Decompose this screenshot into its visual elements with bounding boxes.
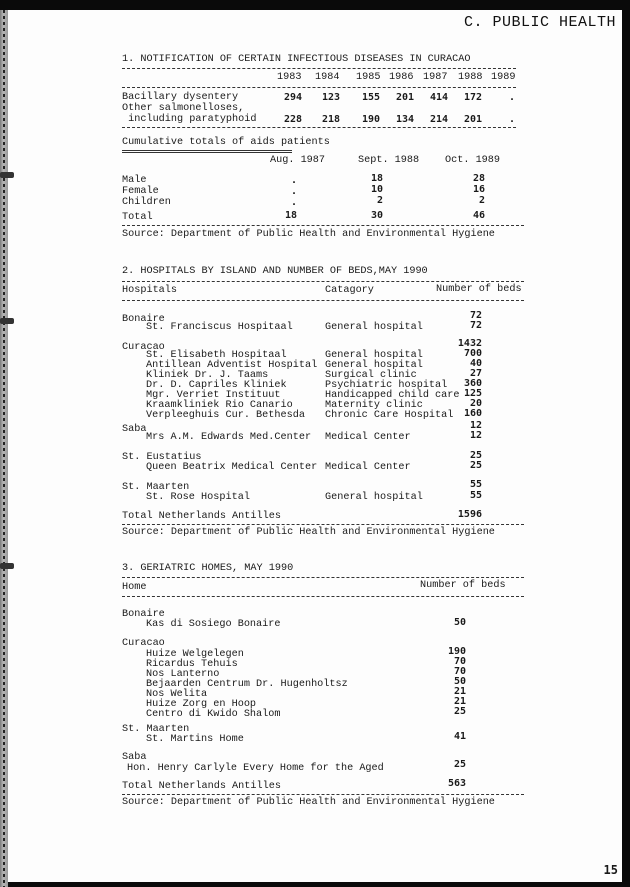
cell: 218 (321, 114, 340, 125)
home-beds: 50 (453, 676, 466, 687)
year-header: 1985 (356, 72, 381, 83)
island-label: Bonaire (122, 609, 165, 620)
year-header: 1989 (491, 72, 516, 83)
hospital-category: Medical Center (325, 432, 411, 443)
hospital-name: St. Franciscus Hospitaal (146, 322, 293, 333)
home-beds: 70 (453, 656, 466, 667)
hospital-name: Queen Beatrix Medical Center (146, 462, 318, 473)
source-note: Source: Department of Public Health and Environmental Hygiene (122, 527, 495, 538)
hospital-beds: 20 (469, 398, 482, 409)
binding-clip (0, 563, 14, 569)
row-label: Total (122, 212, 153, 223)
cell: 155 (361, 92, 380, 103)
divider (122, 87, 516, 88)
table2-title: 2. HOSPITALS BY ISLAND AND NUMBER OF BEDS,MAY 1990 (122, 266, 428, 277)
home-name: St. Martins Home (146, 734, 244, 745)
cell: . (290, 175, 297, 186)
island-total: 1432 (457, 338, 482, 349)
cell: 2 (478, 195, 485, 206)
source-note: Source: Department of Public Health and Environmental Hygiene (122, 797, 495, 808)
section-title: C. PUBLIC HEALTH (463, 14, 616, 31)
year-header: 1984 (315, 72, 340, 83)
home-beds: 190 (447, 646, 466, 657)
cell: 414 (429, 92, 448, 103)
col-header-beds: Number of beds (436, 284, 522, 295)
hospital-category: General hospital (325, 492, 423, 503)
year-header: 1988 (458, 72, 483, 83)
hospital-name: Verpleeghuis Cur. Bethesda (146, 410, 305, 421)
hospital-name: Mrs A.M. Edwards Med.Center (146, 432, 312, 443)
table1-title: 1. NOTIFICATION OF CERTAIN INFECTIOUS DISEASES IN CURACAO (122, 54, 471, 65)
divider (122, 596, 524, 597)
cell: 123 (321, 92, 340, 103)
aids-col-header: Sept. 1988 (358, 155, 420, 166)
source-note: Source: Department of Public Health and Environmental Hygiene (122, 229, 495, 240)
col-header-home: Home (122, 582, 147, 593)
hospital-beds: 700 (463, 348, 482, 359)
home-name: Nos Lanterno (146, 669, 220, 680)
island-total: 12 (469, 420, 482, 431)
island-label: Curacao (122, 638, 165, 649)
cell: 10 (370, 184, 383, 195)
island-label: Bonaire (122, 314, 165, 325)
hospital-beds: 125 (463, 388, 482, 399)
home-beds: 70 (453, 666, 466, 677)
hospital-category: Psychiatric hospital (325, 380, 448, 391)
divider (122, 225, 524, 226)
col-header-category: Catagory (325, 285, 374, 296)
island-total: 25 (469, 450, 482, 461)
total-label: Total Netherlands Antilles (122, 781, 281, 792)
divider (122, 300, 524, 301)
island-label: St. Maarten (122, 724, 190, 735)
home-beds: 21 (453, 696, 466, 707)
home-name: Centro di Kwido Shalom (146, 709, 281, 720)
aids-title: Cumulative totals of aids patients (122, 137, 330, 148)
island-label: St. Maarten (122, 482, 190, 493)
binding-clip (0, 318, 14, 324)
col-header-beds: Number of beds (420, 580, 506, 591)
cell: 190 (361, 114, 380, 125)
hospital-name: Kliniek Dr. J. Taams (146, 370, 269, 381)
hospital-category: General hospital (325, 360, 423, 371)
hospital-beds: 72 (469, 320, 482, 331)
row-label: Children (122, 197, 171, 208)
row-label: Female (122, 186, 159, 197)
home-name: Bejaarden Centrum Dr. Hugenholtsz (146, 679, 348, 690)
hospital-category: Handicapped child care (325, 390, 460, 401)
total-label: Total Netherlands Antilles (122, 511, 281, 522)
island-label: Saba (122, 424, 147, 435)
cell: . (290, 197, 297, 208)
total-value: 563 (447, 778, 466, 789)
island-total: 55 (469, 479, 482, 490)
home-name: Kas di Sosiego Bonaire (146, 619, 281, 630)
hospital-category: Medical Center (325, 462, 411, 473)
page-number: 15 (603, 863, 618, 877)
hospital-beds: 160 (463, 408, 482, 419)
total-value: 1596 (457, 509, 482, 520)
home-name: Hon. Henry Carlyle Every Home for the Aged (127, 763, 384, 774)
hospital-category: Surgical clinic (325, 370, 417, 381)
island-label: Saba (122, 752, 147, 763)
divider (122, 68, 516, 69)
col-header-hospitals: Hospitals (122, 285, 178, 296)
cell: 18 (370, 173, 383, 184)
hospital-beds: 27 (469, 368, 482, 379)
hospital-name: Antillean Adventist Hospital (146, 360, 318, 371)
aids-col-header: Aug. 1987 (270, 155, 326, 166)
cell: 201 (463, 114, 482, 125)
hospital-category: Chronic Care Hospital (325, 410, 454, 421)
divider (122, 794, 524, 795)
hospital-category: General hospital (325, 322, 423, 333)
cell: 172 (463, 92, 482, 103)
hospital-name: Dr. D. Capriles Kliniek (146, 380, 287, 391)
cell: 201 (395, 92, 414, 103)
home-beds: 41 (453, 731, 466, 742)
cell: 46 (472, 210, 485, 221)
hospital-name: St. Rose Hospital (146, 492, 250, 503)
row-label: Male (122, 175, 147, 186)
home-name: Ricardus Tehuis (146, 659, 238, 670)
row-label: Bacillary dysentery (122, 92, 239, 103)
home-name: Nos Welita (146, 689, 208, 700)
hospital-beds: 25 (469, 460, 482, 471)
year-header: 1983 (277, 72, 302, 83)
cell: . (508, 92, 515, 103)
hospital-beds: 12 (469, 430, 482, 441)
home-name: Huize Zorg en Hoop (146, 699, 257, 710)
home-name: Huize Welgelegen (146, 649, 244, 660)
divider (122, 577, 524, 578)
hospital-beds: 55 (469, 490, 482, 501)
cell: 30 (370, 210, 383, 221)
row-label-cont: including paratyphoid (122, 114, 257, 125)
binding-clip (0, 172, 14, 178)
home-beds: 21 (453, 686, 466, 697)
cell: 2 (376, 195, 383, 206)
hospital-name: Mgr. Verriet Instituut (146, 390, 281, 401)
divider (122, 127, 516, 128)
home-beds: 50 (453, 617, 466, 628)
hospital-beds: 360 (463, 378, 482, 389)
hospital-beds: 40 (469, 358, 482, 369)
cell: 228 (283, 114, 302, 125)
divider (122, 524, 524, 525)
cell: 18 (284, 210, 297, 221)
hospital-category: Maternity clinic (325, 400, 423, 411)
divider (122, 281, 524, 282)
island-label: Curacao (122, 342, 165, 353)
cell: 16 (472, 184, 485, 195)
hospital-name: St. Elisabeth Hospitaal (146, 350, 287, 361)
row-label: Other salmonelloses, (122, 103, 245, 114)
table3-title: 3. GERIATRIC HOMES, MAY 1990 (122, 563, 294, 574)
cell: 134 (395, 114, 414, 125)
cell: 28 (472, 173, 485, 184)
cell: 214 (429, 114, 448, 125)
home-beds: 25 (453, 706, 466, 717)
hospital-name: Kraamkliniek Rio Canario (146, 400, 293, 411)
double-underline (122, 150, 292, 153)
year-header: 1987 (423, 72, 448, 83)
island-label: St. Eustatius (122, 452, 202, 463)
island-total: 72 (469, 310, 482, 321)
hospital-category: General hospital (325, 350, 423, 361)
cell: . (508, 114, 515, 125)
year-header: 1986 (389, 72, 414, 83)
binding-spine (0, 10, 8, 887)
home-beds: 25 (453, 759, 466, 770)
cell: 294 (283, 92, 302, 103)
aids-col-header: Oct. 1989 (445, 155, 501, 166)
cell: . (290, 186, 297, 197)
